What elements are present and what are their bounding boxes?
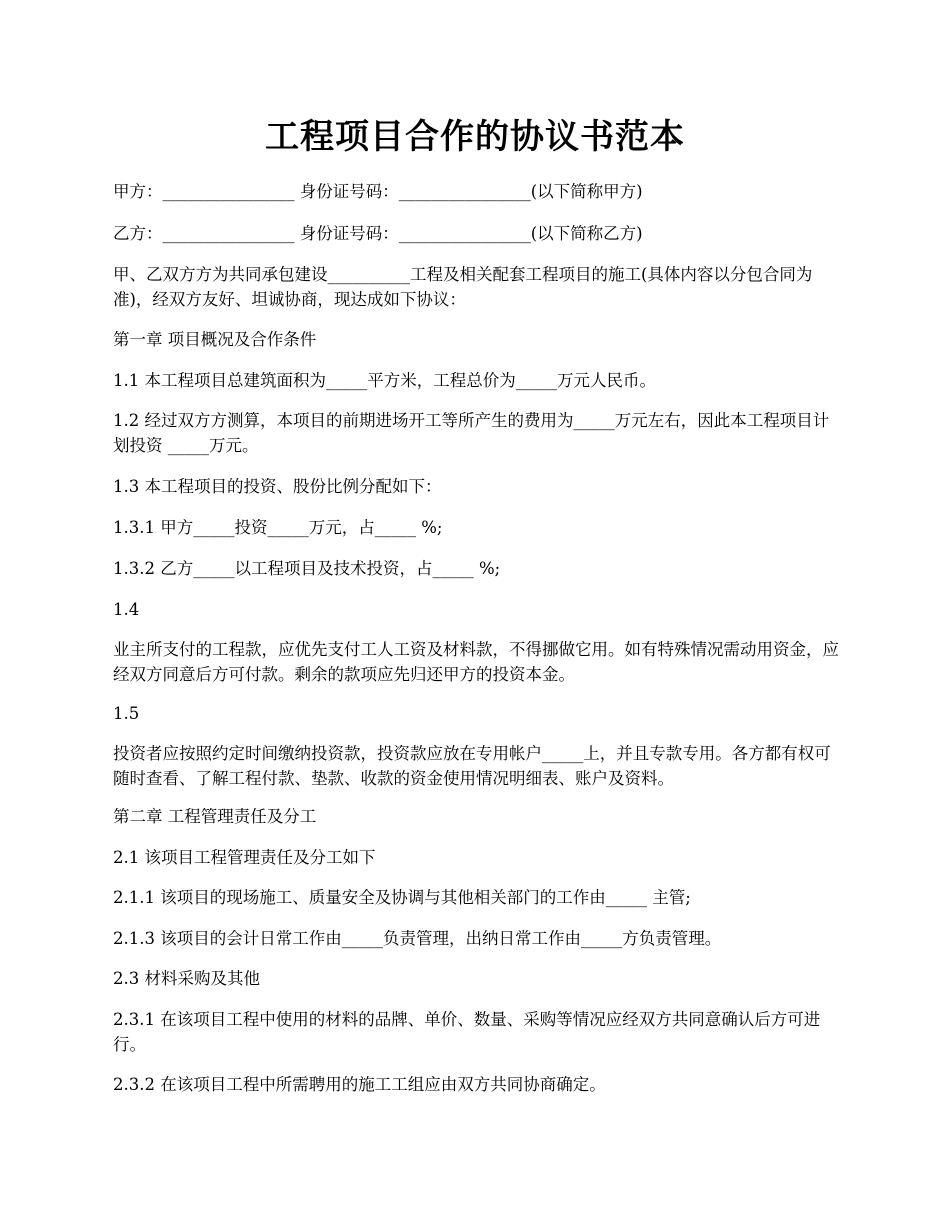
clause-1-5-number: 1.5	[113, 704, 140, 723]
clause-2-3-2: 2.3.2 在该项目工程中所需聘用的施工工组应由双方共同协商确定。	[113, 1075, 606, 1094]
chapter-2-heading: 第二章 工程管理责任及分工	[113, 807, 317, 826]
chapter-1-heading: 第一章 项目概况及合作条件	[113, 330, 317, 349]
party-a-line: 甲方：________________ 身份证号码：________________(以下简称甲方)	[113, 182, 643, 201]
clause-2-3: 2.3 材料采购及其他	[113, 969, 260, 988]
clause-1-3: 1.3 本工程项目的投资、股份比例分配如下：	[113, 477, 442, 496]
clause-1-4-number: 1.4	[113, 600, 140, 619]
party-b-line: 乙方：________________ 身份证号码：________________(以下简称乙方)	[113, 224, 643, 243]
clause-1-3-1: 1.3.1 甲方_____投资_____万元，占_____ %;	[113, 518, 443, 537]
clause-2-3-1: 2.3.1 在该项目工程中使用的材料的品牌、单价、数量、采购等情况应经双方共同意确认后方可进行。	[113, 1010, 821, 1054]
clause-2-1-1: 2.1.1 该项目的现场施工、质量安全及协调与其他相关部门的工作由_____ 主管;	[113, 888, 691, 907]
clause-2-1-3: 2.1.3 该项目的会计日常工作由_____负责管理，出纳日常工作由_____方负责管理。	[113, 929, 722, 948]
clause-2-1: 2.1 该项目工程管理责任及分工如下	[113, 848, 376, 867]
document-title: 工程项目合作的协议书范本	[265, 117, 685, 157]
clause-1-3-2: 1.3.2 乙方_____以工程项目及技术投资，占_____ %;	[113, 559, 501, 578]
clause-1-1: 1.1 本工程项目总建筑面积为_____平方米，工程总价为_____万元人民币。	[113, 371, 656, 390]
clause-1-5-text: 投资者应按照约定时间缴纳投资款，投资款应放在专用帐户_____上，并且专款专用。各方都有权可随时查看、了解工程付款、垫款、收款的资金使用情况明细表、账户及资料。	[113, 744, 831, 788]
clause-1-4-text: 业主所支付的工程款，应优先支付工人工资及材料款，不得挪做它用。如有特殊情况需动用资金，应经双方同意后方可付款。剩余的款项应先归还甲方的投资本金。	[113, 640, 839, 684]
clause-1-2: 1.2 经过双方方测算，本项目的前期进场开工等所产生的费用为_____万元左右，因此本工程项目计划投资 _____万元。	[113, 411, 830, 455]
preamble-paragraph: 甲、乙双方方为共同承包建设__________工程及相关配套工程项目的施工(具体内容以分包合同为准)，经双方友好、坦诚协商，现达成如下协议：	[113, 265, 813, 309]
